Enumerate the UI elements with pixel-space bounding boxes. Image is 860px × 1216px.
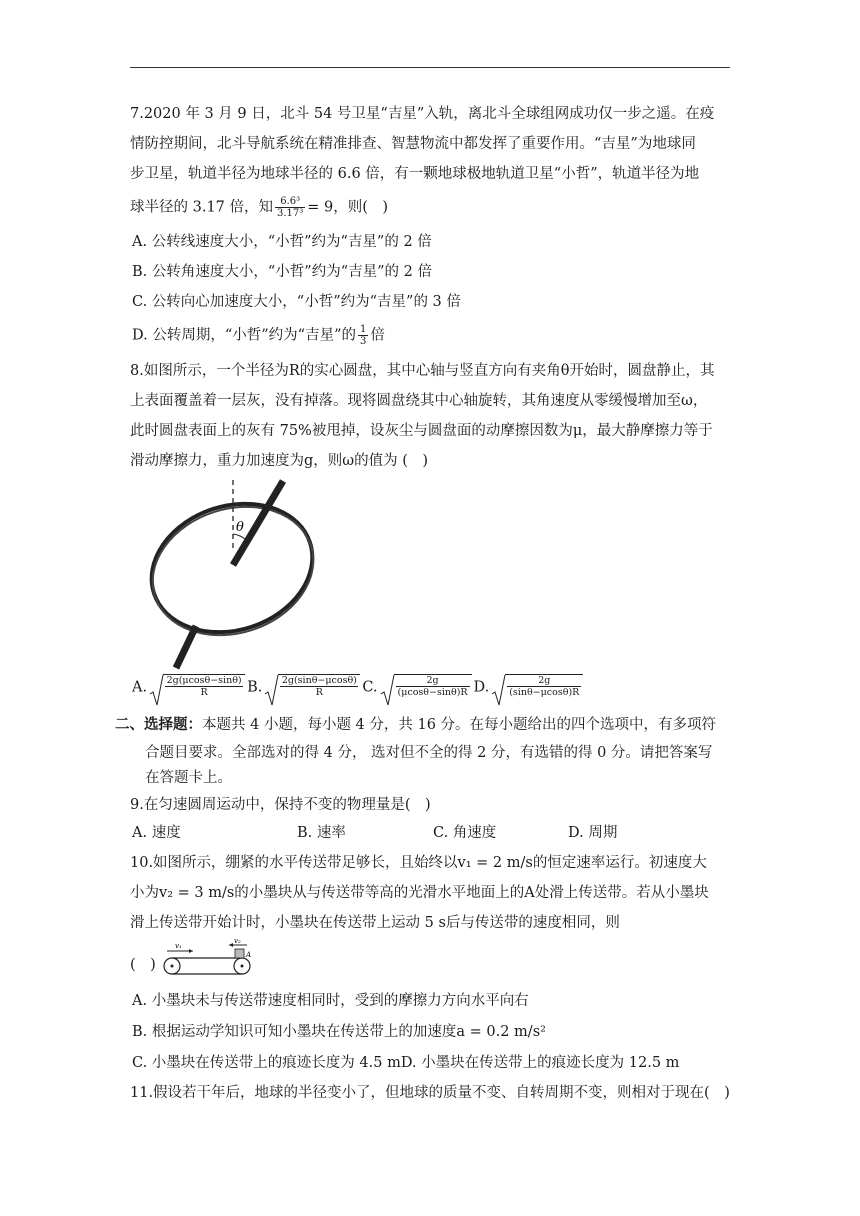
header-rule [130,67,730,68]
fraction-denominator: (sinθ−μcosθ)R [509,687,580,698]
q10-line-3: 滑上传送带开始计时，小墨块在传送带上运动 5 s后与传送带的速度相同，则 [130,915,620,931]
q9-option-d[interactable]: D. 周期 [568,825,618,841]
q10-option-b[interactable]: B. 根据运动学知识可知小墨块在传送带上的加速度a = 0.2 m/s² [132,1024,546,1040]
q9-option-c[interactable]: C. 角速度 [433,825,497,841]
radical-sign-icon [264,674,280,708]
q7-line-2: 情防控期间，北斗导航系统在精准排查、智慧物流中都发挥了重要作用。“吉星”为地球同 [130,136,696,152]
q7-option-c[interactable]: C. 公转向心加速度大小，“小哲”约为“吉星”的 3 倍 [132,294,461,310]
q7-line-4-post: = 9，则( ) [307,199,389,216]
v1-label: v₁ [175,942,182,950]
section-2-instructions-2: 合题目要求。全部选对的得 4 分， 选对但不全的得 2 分，有选错的得 0 分。请把答案写 [145,745,713,761]
ink-block [235,949,244,958]
radical-sign-icon [380,674,396,708]
disc-axle-lower [176,626,196,668]
section-2-title: 二、选择题： [115,716,202,733]
q8-line-2: 上表面覆盖着一层灰，没有掉落。现将圆盘绕其中心轴旋转，其角速度从零缓慢增加至ω， [130,393,708,409]
fraction-numerator: 1 [359,324,367,335]
tilted-disc-figure [140,478,330,678]
q8-option-c-radical [380,674,472,701]
fraction-numerator: 2g(sinθ−μcosθ) [281,675,357,686]
v2-label: v₂ [234,938,241,945]
q7-option-d-pre: D. 公转周期，“小哲”约为“吉星”的 [132,327,356,344]
q7-option-d[interactable] [132,324,385,347]
fraction-numerator: 2g [396,675,470,687]
q7-line-1: 7.2020 年 3 月 9 日，北斗 54 号卫星“吉星”入轨，离北斗全球组网成功仅一步之遥。在疫 [130,106,715,122]
v2-arrow-icon [229,943,233,947]
fraction-denominator: 3.17³ [277,208,304,219]
radical-sign-icon [491,674,507,708]
q7-option-d-fraction [358,324,368,347]
q10-option-c-d[interactable]: C. 小墨块在传送带上的痕迹长度为 4.5 mD. 小墨块在传送带上的痕迹长度为 12.5 m [132,1055,680,1071]
q8-option-d-label[interactable]: D. [473,679,490,696]
q8-option-b-radical [264,674,360,701]
q10-line-2: 小为v₂ = 3 m/s的小墨块从与传送带等高的光滑水平地面上的A处滑上传送带。若从小墨块 [130,885,709,901]
q8-option-b-label[interactable]: B. [247,679,263,696]
q9-option-b[interactable]: B. 速率 [297,825,346,841]
fraction-denominator: 3 [359,336,367,347]
q7-line-4-pre: 球半径的 3.17 倍，知 [130,199,274,216]
q8-options-row [132,674,585,701]
q10-paren: ( ) [130,957,156,973]
q8-line-4: 滑动摩擦力，重力加速度为g，则ω的值为 ( ) [130,453,429,469]
fraction-numerator: 6.6³ [275,196,305,208]
q8-option-a-label[interactable]: A. [132,679,148,696]
q11-stem: 11.假设若干年后，地球的半径变小了，但地球的质量不变、自转周期不变，则相对于现在( ) [130,1085,730,1101]
q7-option-b[interactable]: B. 公转角速度大小，“小哲”约为“吉星”的 2 倍 [132,264,432,280]
v1-arrow-icon [189,949,193,953]
conveyor-belt-figure [157,938,257,976]
theta-label: θ [236,520,244,535]
fraction-denominator: R [200,687,208,698]
q9-option-a[interactable]: A. 速度 [132,825,181,841]
q8-option-c-label[interactable]: C. [362,679,378,696]
fraction-numerator: 2g(μcosθ−sinθ) [166,675,242,686]
section-2-instructions-1: 本题共 4 小题，每小题 4 分，共 16 分。在每小题给出的四个选项中，有多项符 [202,717,717,733]
q8-line-1: 8.如图所示，一个半径为R的实心圆盘，其中心轴与竖直方向有夹角θ开始时，圆盘静止，其 [130,363,715,379]
radical-sign-icon [149,674,165,708]
q7-line-3: 步卫星，轨道半径为地球半径的 6.6 倍，有一颗地球极地轨道卫星“小哲”，轨道半径为地 [130,166,700,182]
q8-option-d-radical [491,674,583,701]
q7-option-a[interactable]: A. 公转线速度大小，“小哲”约为“吉星”的 2 倍 [132,234,432,250]
q7-line-4 [130,196,388,219]
fraction-denominator: (μcosθ−sinθ)R [397,687,468,698]
point-a-label: A [246,951,252,959]
q10-line-1: 10.如图所示，绷紧的水平传送带足够长，且始终以v₁ = 2 m/s的恒定速率运行。初速度大 [130,855,707,871]
fraction-numerator: 2g [507,675,581,687]
q8-option-a-radical [149,674,245,701]
q10-option-a[interactable]: A. 小墨块未与传送带速度相同时，受到的摩擦力方向水平向右 [132,993,529,1009]
q8-line-3: 此时圆盘表面上的灰有 75%被甩掉，设灰尘与圆盘面的动摩擦因数为μ，最大静摩擦力等于 [130,423,713,439]
q7-option-d-post: 倍 [370,327,385,344]
fraction-denominator: R [315,687,323,698]
section-2-heading-line [115,715,716,735]
section-2-instructions-3: 在答题卡上。 [145,770,232,786]
q9-stem: 9.在匀速圆周运动中，保持不变的物理量是( ) [130,797,431,813]
q7-ratio-fraction [275,196,305,219]
